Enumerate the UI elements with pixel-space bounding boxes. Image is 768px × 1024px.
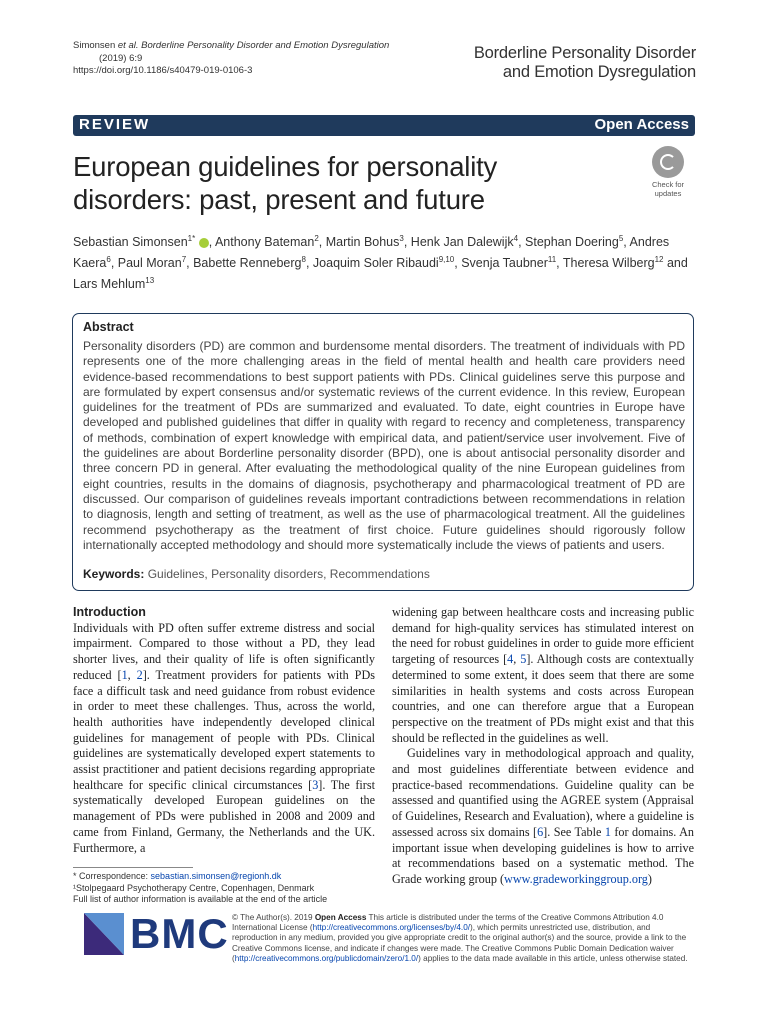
keywords bbox=[83, 567, 430, 581]
keywords-label: Keywords: bbox=[83, 567, 145, 581]
bmc-logo-icon bbox=[84, 913, 124, 955]
journal-name-line2: and Emotion Dysregulation bbox=[502, 63, 696, 81]
keywords-list: Guidelines, Personality disorders, Recommendations bbox=[144, 567, 430, 581]
intro-paragraph-1: Individuals with PD often suffer extreme distress and social impairment. Compared to those without a PD, they lead shorter lives, and their quality of life is often significantly reduced [1, 2]. Treatment providers for patients with PDs face a difficult task and need guidance from robust evidence in order to meet these challenges. Thus, across the world, health authorities have independently developed clinical guidelines for management of people with PDs. Clinical guidelines are systematically developed expert statements to assist practitioner and patient decisions regarding appropriate healthcare for specific clinical circumstances [3]. The first systematically developed European guidelines on the management of PDs were published in 2008 and 2009 and came from Finland, Germany, the Netherlands and the UK. Furthermore, a bbox=[73, 620, 375, 855]
body-column-left bbox=[73, 605, 375, 856]
correspondence-email-link[interactable]: sebastian.simonsen@regionh.dk bbox=[150, 871, 282, 881]
journal-name-line1: Borderline Personality Disorder bbox=[473, 44, 696, 62]
footnote-divider bbox=[73, 867, 193, 868]
check-updates-label: Check for updates bbox=[651, 180, 685, 198]
bmc-logo[interactable] bbox=[84, 910, 229, 957]
citation-authors: Simonsen bbox=[73, 40, 118, 51]
article-type-label: REVIEW bbox=[79, 116, 151, 133]
journal-name bbox=[474, 44, 696, 82]
section-heading-introduction: Introduction bbox=[73, 605, 146, 619]
open-access-label: Open Access bbox=[594, 116, 689, 133]
check-updates-icon bbox=[652, 146, 684, 178]
orcid-icon[interactable] bbox=[199, 238, 209, 248]
bmc-logo-text: BMC bbox=[130, 910, 229, 957]
reference-link[interactable]: 1 bbox=[604, 824, 611, 839]
citation-doi-link[interactable]: https://doi.org/10.1186/s40479-019-0106-3 bbox=[73, 65, 253, 76]
reference-link[interactable]: 3 bbox=[312, 777, 319, 792]
abstract-heading: Abstract bbox=[83, 320, 134, 334]
reference-link[interactable]: 1 bbox=[121, 667, 128, 682]
license-link[interactable]: http://creativecommons.org/licenses/by/4.0/ bbox=[312, 923, 471, 933]
body-column-right bbox=[392, 605, 694, 888]
citation-header bbox=[73, 40, 413, 78]
citation-year: (2019) 6:9 bbox=[99, 52, 143, 64]
author-info-note: Full list of author information is available at the end of the article bbox=[73, 894, 328, 904]
correspondence-line bbox=[73, 871, 378, 883]
abstract-box bbox=[72, 313, 694, 591]
license-statement: © The Author(s). 2019 Open Access This article is distributed under the terms of the Creative Commons Attribution 4.0 International License (http://creativecommons.org/licenses/by/4.0/), which permits unrestricted use, distribution, and reproduction in any medium, provided you give appropriate credit to the original author(s) and the source, provide a link to the Creative Commons license, and indicate if changes were made. The Creative Commons Public Domain Dedication waiver (http://creativecommons.org/publicdomain/zero/1.0/) applies to the data made available in this article, unless otherwise stated. bbox=[232, 913, 688, 963]
abstract-text: Personality disorders (PD) are common and burdensome mental disorders. The treatment of individuals with PD represents one of the more challenging areas in the field of mental health and health care providers need evidence-based recommendations to best support patients with PDs. Clinical guidelines serve this purpose and are formulated by expert consensus and/or systematic reviews of the current evidence. In this review, European guidelines for the treatment of PDs are summarized and evaluated. To date, eight countries in Europe have developed and published guidelines that differ in quality with regard to recency and completeness, transparency of methods, combination of expert knowledge with empirical data, and patient/service user involvement. Five of the guidelines are about Borderline personality disorder (BPD), one is about antisocial personality disorder and three concern PD in general. After evaluating the methodological quality of the nine European guidelines from eight countries, results in the domains of diagnosis, psychotherapy and pharmacological treatment of PD are discussed. Our comparison of guidelines reveals important contradictions between recommendations in relation to diagnosis, length and setting of treatment, as well as the use of pharmacological treatment. All the guidelines recommend psychotherapy as the treatment of first choice. Future guidelines should rigorously follow internationally accepted methodology and should more systematically include the views of patients and users. bbox=[83, 339, 685, 552]
affiliation-line: ¹Stolpegaard Psychotherapy Centre, Copenhagen, Denmark bbox=[73, 882, 315, 893]
reference-link[interactable]: 2 bbox=[136, 667, 143, 682]
footnotes bbox=[73, 871, 378, 906]
correspondence-label: * Correspondence: bbox=[73, 871, 151, 881]
reference-link[interactable]: 4 bbox=[507, 652, 514, 667]
reference-link[interactable]: 6 bbox=[537, 824, 544, 839]
check-for-updates-badge[interactable] bbox=[641, 146, 695, 202]
intro-paragraph-2: widening gap between healthcare costs and increasing public demand for high-quality services has stimulated interest on the need for robust guidelines in order to guide more efficient targeting of resources [4, 5]. Although costs are contextually determined to some extent, it does seem that there are some similarities in health systems and costs across European countries, and one can therefore argue that a European perspective on the treatment of PDs might exist and that this should be reflected in the guidelines as well. bbox=[392, 605, 695, 745]
author-list: Sebastian Simonsen$^{1*}$ , Anthony Bateman$^2$, Martin Bohus$^3$, Henk Jan Dalewijk$^4$, Stephan Doering$^5$, Andres Kaera$^6$, Paul Moran$^7$, Babette Renneberg$^8$, Joaquim Soler Ribaudi$^{9,10}$, Svenja Taubner$^{11}$, Theresa Wilberg$^{12}$ and Lars Mehlum$^{13}$ bbox=[73, 234, 688, 292]
article-title: European guidelines for personality disorders: past, present and future bbox=[73, 151, 498, 215]
citation-journal: et al. Borderline Personality Disorder and Emotion Dysregulation bbox=[117, 40, 390, 51]
intro-paragraph-3: Guidelines vary in methodological approach and quality, and most guidelines differentiate between evidence and practice-based recommendations. Guideline quality can be assessed and quantified using the AGREE system (Appraisal of Guidelines, Research and Evaluation), where a guideline is assessed across six domains [6]. See Table 1 for domains. An important issue when developing guidelines is how to arrive at recommendations based on a systematic method. The Grade working group (www.gradeworkinggroup.org) bbox=[392, 746, 694, 886]
reference-link[interactable]: 5 bbox=[520, 652, 527, 667]
reference-link[interactable]: www.gradeworkinggroup.org bbox=[504, 871, 648, 886]
article-type-banner bbox=[73, 115, 695, 136]
license-link[interactable]: http://creativecommons.org/publicdomain/zero/1.0/ bbox=[234, 953, 419, 963]
